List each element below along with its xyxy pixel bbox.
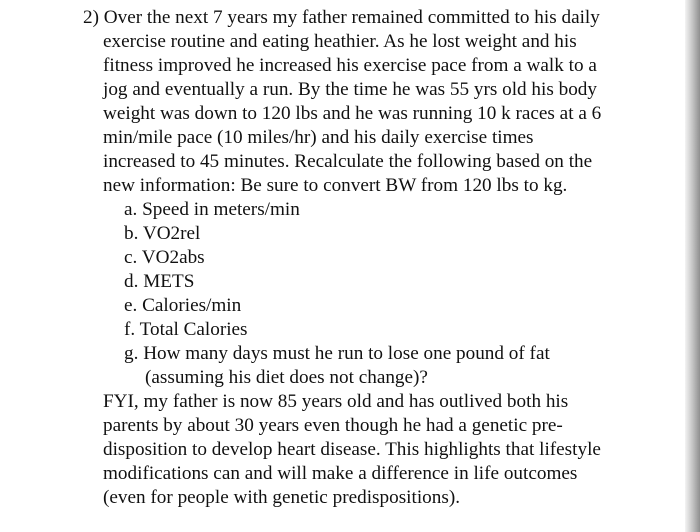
fyi-line: parents by about 30 years even though he had a genetic pre- [103, 415, 563, 436]
list-item-speed: a. Speed in meters/min [124, 199, 300, 220]
list-item-vo2rel: b. VO2rel [124, 223, 201, 244]
question-line: weight was down to 120 lbs and he was running 10 k races at a 6 [103, 103, 602, 124]
question-line: new information: Be sure to convert BW from 120 lbs to kg. [103, 175, 568, 196]
question-line: jog and eventually a run. By the time he was 55 yrs old his body [103, 79, 597, 100]
list-item-total-calories: f. Total Calories [124, 319, 248, 340]
page-edge-shadow [685, 0, 700, 532]
question-line: increased to 45 minutes. Recalculate the following based on the [103, 151, 593, 172]
list-item-mets: d. METS [124, 271, 195, 292]
list-item-days-to-lose-fat-continuation: (assuming his diet does not change)? [145, 367, 428, 388]
question-line: fitness improved he increased his exercise pace from a walk to a [103, 55, 597, 76]
fyi-line: modifications can and will make a difference in life outcomes [103, 463, 578, 484]
list-item-days-to-lose-fat: g. How many days must he run to lose one pound of fat [124, 343, 550, 364]
fyi-line: FYI, my father is now 85 years old and has outlived both his [103, 391, 569, 412]
question-line: min/mile pace (10 miles/hr) and his daily exercise times [103, 127, 534, 148]
fyi-line: (even for people with genetic predispositions). [103, 487, 461, 508]
question-line: exercise routine and eating heathier. As he lost weight and his [103, 31, 577, 52]
list-item-vo2abs: c. VO2abs [124, 247, 205, 268]
question-line: 2) Over the next 7 years my father remained committed to his daily [83, 7, 600, 28]
list-item-calories-per-min: e. Calories/min [124, 295, 242, 316]
fyi-line: disposition to develop heart disease. This highlights that lifestyle [103, 439, 601, 460]
